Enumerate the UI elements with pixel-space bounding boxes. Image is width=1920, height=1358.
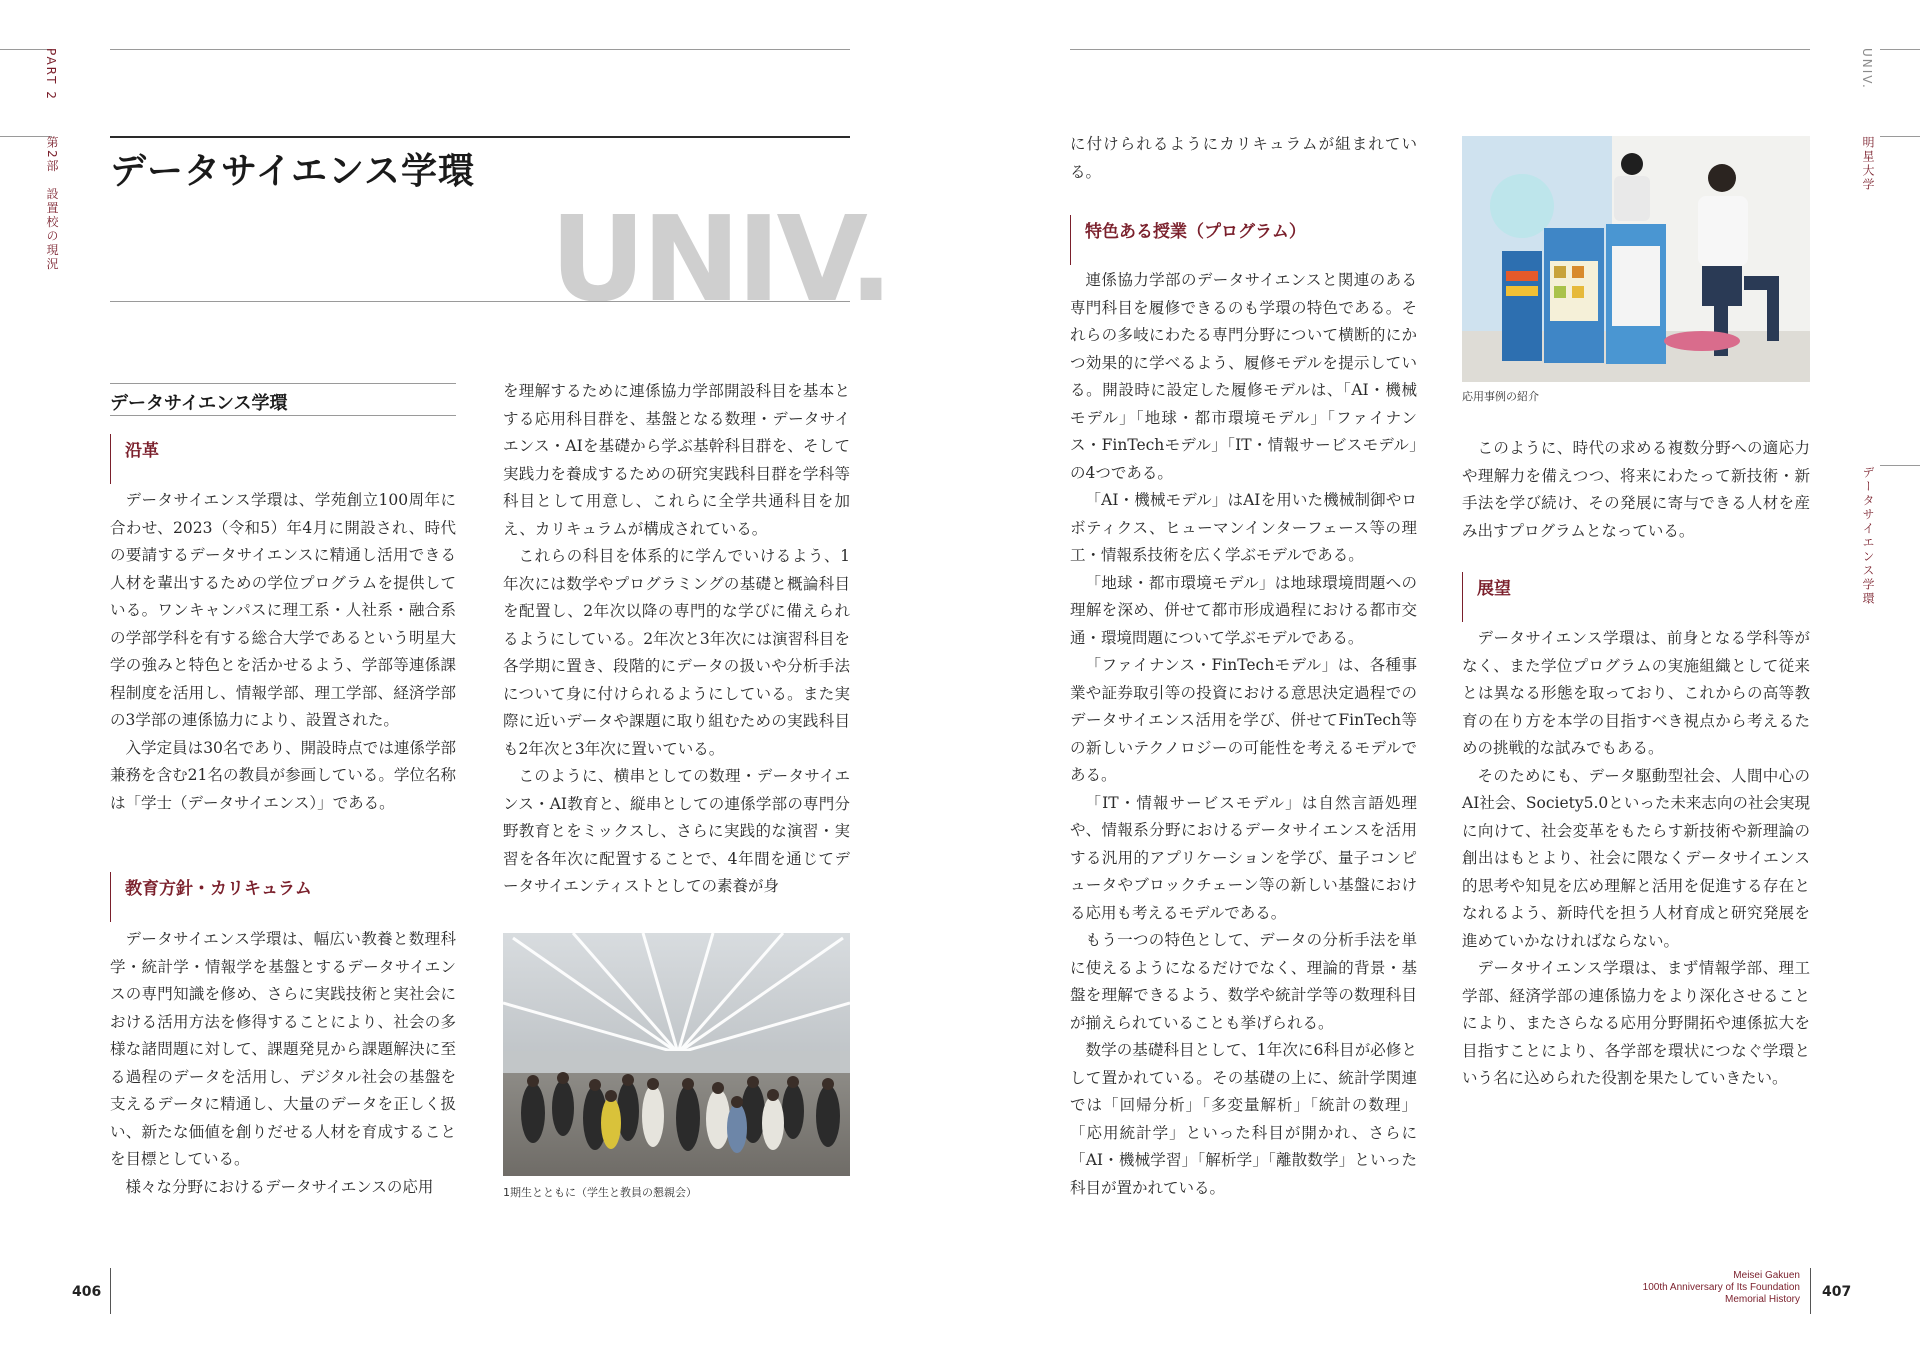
reception-photo	[503, 933, 850, 1176]
page-number-divider-right	[1810, 1268, 1811, 1314]
footer-line: 100th Anniversary of Its Foundation	[1642, 1282, 1800, 1293]
tenbo-body	[1462, 625, 1810, 1093]
paragraph: もう一つの特色として、データの分析手法を単に使えるようになるだけでなく、理論的背景・基盤を理解できるよう、数学や統計学等の数理科目が揃えられていることも挙げられる。	[1070, 931, 1417, 1032]
right-col2-body	[1462, 435, 1810, 545]
page-number-divider	[110, 1268, 111, 1314]
margin-school-label: 明星大学	[1861, 136, 1875, 192]
paragraph: 「ファイナンス・FinTechモデル」は、各種事業や証券取引等の投資における意思決定過程でのデータサイエンス活用を学び、併せてFinTech等の新しいテクノロジーの可能性を考えるモデルである。	[1070, 656, 1417, 784]
subheading-top-rule	[110, 383, 456, 384]
title-top-rule	[110, 136, 850, 138]
paragraph: データサイエンス学環は、学苑創立100周年に合わせ、2023（令和5）年4月に開設され、時代の要請するデータサイエンスに精通し活用できる人材を輩出するための学位プログラムを提供している。ワンキャンパスに理工系・人社系・融合系の学部学科を有する総合大学であるという明星大学の強みと特色とを活かせるよう、学部等連係課程制度を活用し、情報学部、理工学部、経済学部の3学部の連係協力により、設置された。	[110, 491, 456, 729]
heading-kyoiku: 教育方針・カリキュラム	[110, 872, 312, 922]
heading-enkaku: 沿革	[110, 434, 159, 484]
univ-watermark: UNIV.	[550, 190, 890, 328]
margin-part-label: PART 2	[44, 48, 58, 101]
left-col2-body	[503, 378, 850, 901]
paragraph: 入学定員は30名であり、開設時点では連係学部兼務を含む21名の教員が参画している。学位名称は「学士（データサイエンス）」である。	[110, 738, 456, 812]
heading-tokushoku: 特色ある授業（プログラム）	[1070, 215, 1306, 265]
right-margin-rule	[1880, 136, 1920, 137]
tokushoku-body	[1070, 267, 1417, 1202]
title-bottom-rule	[110, 301, 850, 302]
subheading-bottom-rule	[110, 415, 456, 416]
paragraph: データサイエンス学環は、幅広い教養と数理科学・統計学・情報学を基盤とするデータサイエンスの専門知識を修め、さらに実践技術と実社会における活用方法を修得することにより、社会の多様な諸問題に対して、課題発見から課題解決に至る過程のデータを活用し、デジタル社会の基盤を支えるデータに精通し、大量のデータを正しく扱い、新たな価値を創りだせる人材を育成することを目標としている。	[110, 930, 456, 1168]
paragraph: そのためにも、データ駆動型社会、人間中心のAI社会、Society5.0といった未来志向の社会実現に向けて、社会変革をもたらす新技術や新理論の創出はもとより、社会に隈なくデータサイエンス的思考や知見を広め理解と活用を促進する存在となれるよう、新時代を担う人材育成と研究発展を進めていかなければならない。	[1462, 766, 1810, 950]
right-top-rule-main	[1070, 49, 1810, 50]
footer-line: Meisei Gakuen	[1733, 1270, 1800, 1281]
page-title: データサイエンス学環	[110, 151, 475, 192]
margin-chapter-label: 第2部 設置校の現況	[45, 136, 59, 272]
paragraph: データサイエンス学環は、まず情報学部、理工学部、経済学部の連係協力をより深化させることにより、またさらなる応用分野開拓や連係拡大を目指すことにより、各学部を環状につなぐ学環という名に込められた役割を果たしていきたい。	[1462, 959, 1810, 1087]
paragraph: を理解するために連係協力学部開設科目を基本とする応用科目群を、基盤となる数理・データサイエンス・AIを基礎から学ぶ基幹科目群を、そして実践力を養成するための研究実践科目群を学科等科目として用意し、これらに全学共通科目を加え、カリキュラムが構成されている。	[503, 382, 850, 538]
left-top-rule-main	[110, 49, 850, 50]
footer-credit	[1560, 1270, 1800, 1306]
paragraph: 様々な分野におけるデータサイエンスの応用	[125, 1177, 434, 1196]
margin-section-label: データサイエンス学環	[1861, 466, 1875, 606]
kyoiku-body	[110, 926, 456, 1201]
paragraph: 「地球・都市環境モデル」は地球環境問題への理解を深め、併せて都市形成過程における都市交通・環境問題について学ぶモデルである。	[1070, 573, 1417, 647]
paragraph: 「AI・機械モデル」はAIを用いた機械制御やロボティクス、ヒューマンインターフェース等の理工・情報系技術を広く学ぶモデルである。	[1070, 491, 1417, 564]
reception-photo-caption: 1期生とともに（学生と教員の懇親会）	[503, 1186, 697, 1199]
heading-tenbo: 展望	[1462, 572, 1511, 622]
paragraph: このように、時代の求める複数分野への適応力や理解力を備えつつ、将来にわたって新技術・新手法を学び続け、その発展に寄与できる人材を産み出すプログラムとなっている。	[1462, 439, 1810, 540]
section-subheading: データサイエンス学環	[110, 393, 288, 414]
right-col1-intro	[1070, 131, 1417, 186]
paragraph: 数学の基礎科目として、1年次に6科目が必修として置かれている。その基礎の上に、統計学関連では「回帰分析」「多変量解析」「統計の数理」「応用統計学」といった科目が開かれ、さらに「AI・機械学習」「解析学」「離散数学」といった科目が置かれている。	[1070, 1041, 1417, 1197]
paragraph: このように、横串としての数理・データサイエンス・AI教育と、縦串としての連係学部の専門分野教育とをミックスし、さらに実践的な演習・実習を各年次に配置することで、4年間を通じてデータサイエンティストとしての素養が身	[503, 767, 850, 895]
right-margin-rule-2	[1880, 465, 1920, 466]
margin-univ-label: UNIV.	[1860, 48, 1874, 90]
enkaku-body	[110, 487, 456, 817]
paragraph: に付けられるようにカリキュラムが組まれている。	[1070, 135, 1417, 181]
page-number-right: 407	[1822, 1284, 1852, 1300]
footer-line: Memorial History	[1724, 1294, 1800, 1305]
presentation-photo-caption: 応用事例の紹介	[1462, 390, 1539, 403]
right-top-rule-margin	[1880, 49, 1920, 50]
paragraph: これらの科目を体系的に学んでいけるよう、1年次には数学やプログラミングの基礎と概論科目を配置し、2年次以降の専門的な学びに備えられるようにしている。2年次と3年次には演習科目を各学期に置き、段階的にデータの扱いや分析手法について身に付けられるようにしている。また実際に近いデータや課題に取り組むための実践科目も2年次と3年次に置いている。	[503, 547, 850, 758]
paragraph: 「IT・情報サービスモデル」は自然言語処理や、情報系分野におけるデータサイエンスを活用する汎用的アプリケーションを学び、量子コンピュータやブロックチェーン等の新しい基盤における応用も考えるモデルである。	[1070, 793, 1417, 922]
presentation-photo	[1462, 136, 1810, 382]
page-number-left: 406	[72, 1284, 102, 1300]
paragraph: データサイエンス学環は、前身となる学科等がなく、また学位プログラムの実施組織として従来とは異なる形態を取っており、これからの高等教育の在り方を本学の目指すべき視点から考えるための挑戦的な試みでもある。	[1462, 629, 1810, 757]
paragraph: 連係協力学部のデータサイエンスと関連のある専門科目を履修できるのも学環の特色である。それらの多岐にわたる専門分野について横断的にかつ効果的に学べるよう、履修モデルを提示している。開設時に設定した履修モデルは、「AI・機械モデル」「地球・都市環境モデル」「ファイナンス・FinTechモデル」「IT・情報サービスモデル」の4つである。	[1070, 271, 1417, 482]
